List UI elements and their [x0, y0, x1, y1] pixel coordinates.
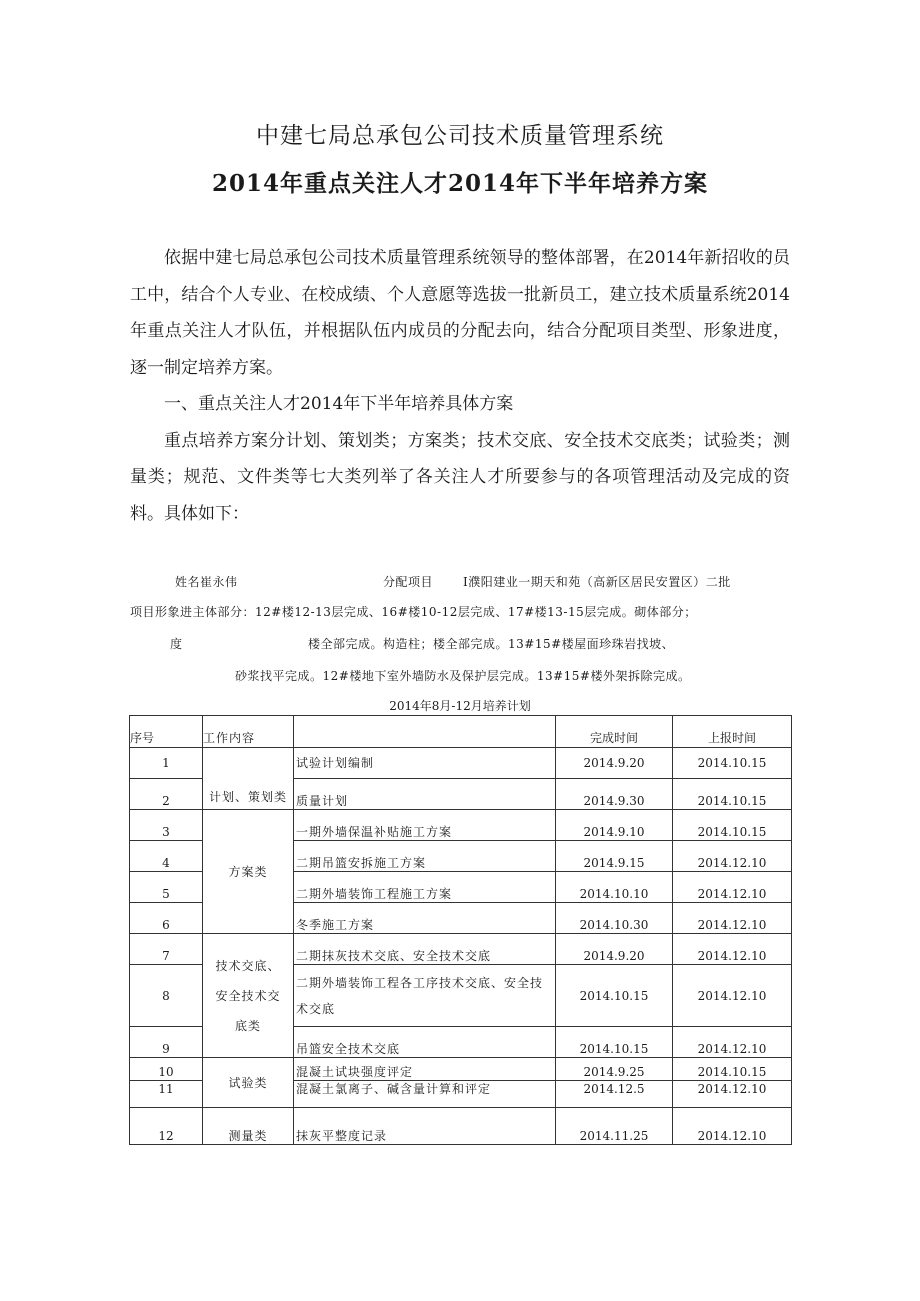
- table-header-row: [130, 716, 792, 748]
- row-report: 2014.12.10: [673, 1108, 792, 1145]
- row-finish: 2014.12.5: [556, 1081, 673, 1108]
- row-report: 2014.12.10: [673, 1081, 792, 1108]
- row-item: 一期外墙保温补贴施工方案: [294, 810, 556, 841]
- row-report: 2014.12.10: [673, 841, 792, 872]
- row-finish: 2014.9.25: [556, 1058, 673, 1081]
- row-finish: 2014.9.15: [556, 841, 673, 872]
- row-report: 2014.10.15: [673, 779, 792, 810]
- header-report: 上报时间: [673, 716, 792, 748]
- category-test: 试验类: [203, 1058, 294, 1108]
- row-no: 9: [130, 1027, 203, 1058]
- progress-line-3: 砂浆找平完成。12#楼地下室外墙防水及保护层完成。13#15#楼外架拆除完成。: [235, 669, 691, 683]
- category-briefing-line-2: 安全技术交: [215, 988, 281, 1003]
- row-item: 混凝土试块强度评定: [294, 1058, 556, 1081]
- project-name: I濮阳建业一期天和苑（高新区居民安置区）二批: [463, 575, 731, 589]
- row-no: 10: [130, 1058, 203, 1081]
- row-no: 6: [130, 903, 203, 934]
- section-paragraph: 重点培养方案分计划、策划类；方案类；技术交底、安全技术交底类；试验类；测量类；规范、文件类等七大类列举了各关注人才所要参与的各项管理活动及完成的资料。具体如下：: [130, 430, 790, 524]
- row-no: 5: [130, 872, 203, 903]
- table-row: [130, 748, 792, 779]
- row-finish: 2014.11.25: [556, 1108, 673, 1145]
- row-no: 3: [130, 810, 203, 841]
- intro-paragraph: 依据中建七局总承包公司技术质量管理系统领导的整体部署，在2014年新招收的员工中，结合个人专业、在校成绩、个人意愿等选拔一批新员工，建立技术质量系统2014年重点关注人才队伍，并根据队伍内成员的分配去向，结合分配项目类型、形象进度，逐一制定培养方案。: [130, 248, 790, 378]
- row-finish: 2014.10.30: [556, 903, 673, 934]
- progress-line-1: 项目形象进主体部分：12#楼12-13层完成、16#楼10-12层完成、17#楼13-15层完成。砌体部分；: [130, 605, 697, 619]
- document-title: 中建七局总承包公司技术质量管理系统: [256, 123, 664, 149]
- table-row: [130, 1108, 792, 1145]
- header-item: [294, 716, 556, 748]
- body-text: [130, 240, 790, 532]
- row-finish: 2014.10.15: [556, 965, 673, 1027]
- row-report: 2014.12.10: [673, 872, 792, 903]
- row-finish: 2014.9.10: [556, 810, 673, 841]
- project-label: 分配项目: [383, 575, 434, 589]
- row-report: 2014.12.10: [673, 903, 792, 934]
- row-item: 冬季施工方案: [294, 903, 556, 934]
- row-finish: 2014.9.20: [556, 748, 673, 779]
- trainee-name: 姓名崔永伟: [175, 575, 238, 589]
- table-row: [130, 810, 792, 841]
- row-finish: 2014.10.10: [556, 872, 673, 903]
- row-item: 试验计划编制: [294, 748, 556, 779]
- row-report: 2014.10.15: [673, 748, 792, 779]
- row-report: 2014.12.10: [673, 965, 792, 1027]
- table-caption: 2014年8月-12月培养计划: [389, 699, 531, 713]
- row-item: 二期外墙装饰工程各工序技术交底、安全技术交底: [294, 965, 556, 1027]
- row-no: 2: [130, 779, 203, 810]
- table-row: [130, 1058, 792, 1081]
- row-no: 1: [130, 748, 203, 779]
- row-no: 7: [130, 934, 203, 965]
- document-subtitle: 2014年重点关注人才2014年下半年培养方案: [211, 170, 709, 197]
- category-survey: 测量类: [203, 1108, 294, 1145]
- category-briefing-line-3: 底类: [234, 1018, 261, 1033]
- category-briefing-line-1: 技术交底、: [215, 958, 281, 973]
- row-report: 2014.10.15: [673, 1058, 792, 1081]
- row-no: 4: [130, 841, 203, 872]
- progress-line-2: 楼全部完成。构造柱；楼全部完成。13#15#楼屋面珍珠岩找坡、: [308, 637, 675, 651]
- row-finish: 2014.10.15: [556, 1027, 673, 1058]
- row-item: 二期外墙装饰工程施工方案: [294, 872, 556, 903]
- row-no: 8: [130, 965, 203, 1027]
- progress-label: 度: [170, 637, 183, 651]
- header-category: 工作内容: [203, 716, 294, 748]
- row-report: 2014.12.10: [673, 1027, 792, 1058]
- training-plan-table: [129, 715, 792, 1145]
- row-item: 吊篮安全技术交底: [294, 1027, 556, 1058]
- row-report: 2014.10.15: [673, 810, 792, 841]
- category-briefing: [203, 934, 294, 1058]
- row-item: 二期抹灰技术交底、安全技术交底: [294, 934, 556, 965]
- row-finish: 2014.9.30: [556, 779, 673, 810]
- row-no: 12: [130, 1108, 203, 1145]
- table-row: [130, 934, 792, 965]
- header-no: 序号: [130, 716, 203, 748]
- category-scheme: 方案类: [203, 810, 294, 934]
- row-finish: 2014.9.20: [556, 934, 673, 965]
- row-no: 11: [130, 1081, 203, 1108]
- row-item: 混凝土氯离子、碱含量计算和评定: [294, 1081, 556, 1108]
- row-item: 质量计划: [294, 779, 556, 810]
- row-item: 抹灰平整度记录: [294, 1108, 556, 1145]
- row-item: 二期吊篮安拆施工方案: [294, 841, 556, 872]
- category-plan: 计划、策划类: [203, 748, 294, 810]
- row-report: 2014.12.10: [673, 934, 792, 965]
- section-heading: 一、重点关注人才2014年下半年培养具体方案: [164, 394, 514, 414]
- header-finish: 完成时间: [556, 716, 673, 748]
